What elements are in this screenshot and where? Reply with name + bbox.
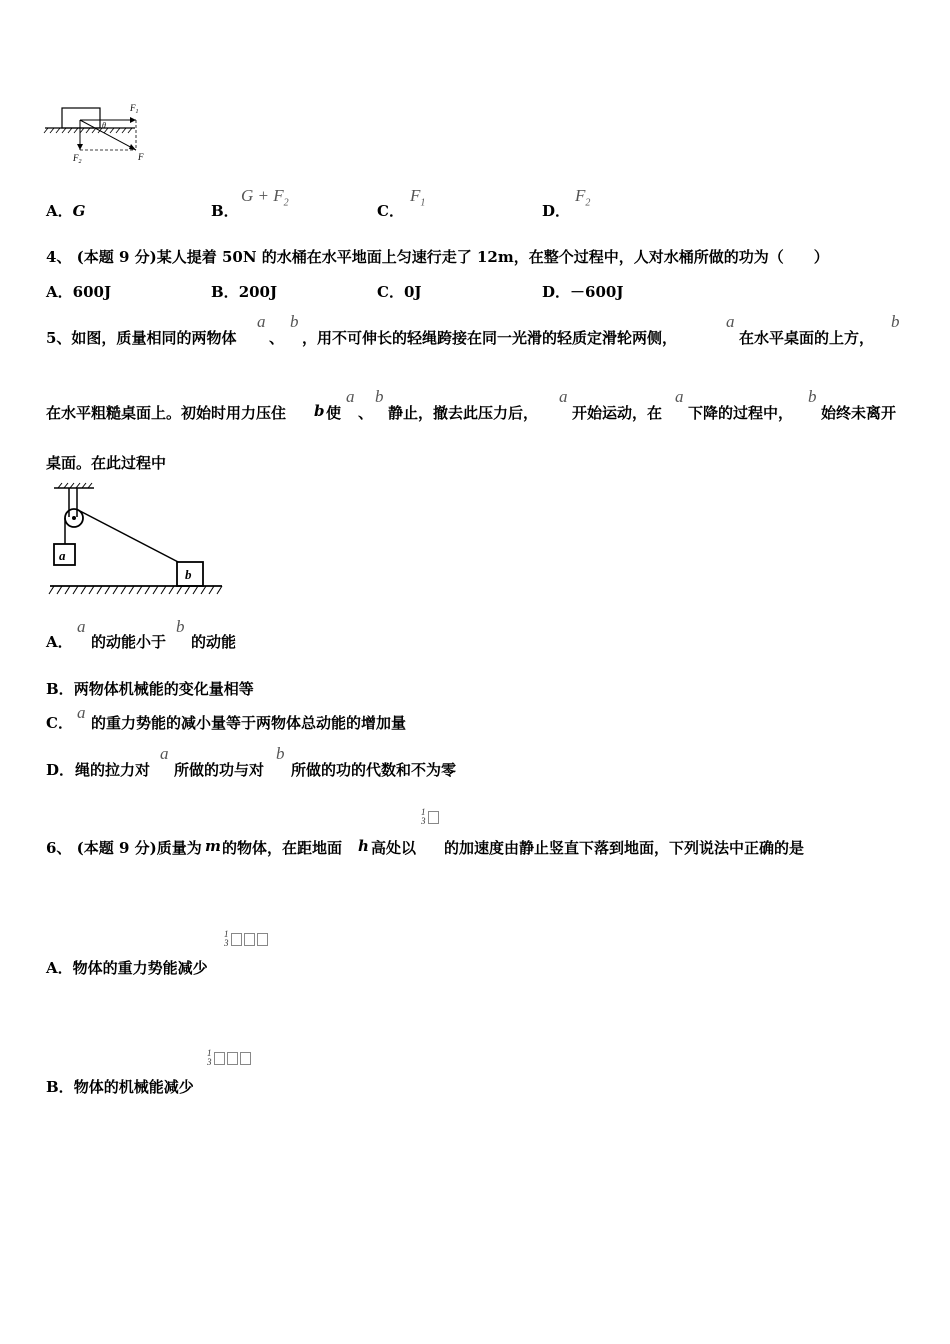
q5-var-a: a [160,744,169,763]
q5-var-a: a [257,312,266,331]
q5-line2-b-bold: b [314,402,325,420]
q5-var-b: b [808,387,817,406]
q6-var-m: m [205,837,221,855]
q5-line2-part2: 使 [326,404,342,422]
q5-option-c-letter[interactable]: C． [46,714,73,732]
q6-stem-part2: 的物体，在距地面 [222,839,343,857]
q3-option-d-formula: $F_2$ [575,186,591,209]
q5-line1-part2: ，用不可伸长的轻绳跨接在同一光滑的轻质定滑轮两侧， [302,329,678,347]
q6-option-a-value: 1 3 [224,930,268,950]
q4-option-d[interactable]: D．－600J [542,283,624,301]
q5-var-a: a [346,387,355,406]
q5-line3: 桌面。在此过程中 [46,454,167,472]
q4-option-c[interactable]: C．0J [377,283,422,301]
q5-line2-part6: 始终未离开 [821,404,897,422]
q3-option-d-letter[interactable]: D． [542,202,571,220]
q5-option-d-part3: 所做的功的代数和不为零 [291,761,457,779]
q6-option-b-value: 1 3 [207,1049,251,1069]
q5-var-a: a [726,312,735,331]
q5-var-a: a [77,703,86,722]
q3-option-c-formula: $F_1$ [410,186,426,209]
q5-line2-part4: 开始运动，在 [572,404,663,422]
q5-line1-part1: 5、如图，质量相同的两物体 [46,329,237,347]
q5-line2-part3: 静止，撤去此压力后， [388,404,539,422]
label-a: a [59,548,66,563]
q5-var-b: b [375,387,384,406]
q6-option-a[interactable]: A．物体的重力势能减少 [46,959,208,977]
q5-line2-part1: 在水平粗糙桌面上。初始时用力压住 [46,404,287,422]
q5-line1-sep: 、 [269,329,285,347]
q6-accel-fraction: 1 3 [421,808,439,828]
q5-option-d-letter[interactable]: D． [46,761,75,779]
q5-line2-sep: 、 [358,404,374,422]
q3-option-b-formula: $G + F_2$ [241,186,289,209]
q4-option-a[interactable]: A．600J [46,283,112,301]
q3-option-b-letter[interactable]: B． [211,202,239,220]
q3-option-c-letter[interactable]: C． [377,202,404,220]
label-f: F [138,152,144,162]
q6-stem-part1: 6、 (本题 9 分)质量为 [46,839,202,857]
force-diagram [40,98,160,168]
q5-option-a-letter[interactable]: A． [46,633,73,651]
q5-option-b[interactable]: B．两物体机械能的变化量相等 [46,680,254,698]
q5-line1-part3: 在水平桌面的上方， [739,329,875,347]
q5-var-a: a [559,387,568,406]
label-theta: θ [102,121,106,130]
q6-stem-part3: 高处以 [371,839,417,857]
q5-option-a-part2: 的动能 [191,633,237,651]
q3-option-a[interactable]: A．G [46,202,86,220]
q5-var-a: a [77,617,86,636]
pulley-diagram [44,482,228,600]
q5-option-d-part2: 所做的功与对 [174,761,265,779]
label-f2: $F_2$ [73,153,82,165]
q5-option-c-part1: 的重力势能的减小量等于两物体总动能的增加量 [91,714,407,732]
q5-var-b: b [276,744,285,763]
q5-var-b: b [891,312,900,331]
q6-var-h: h [358,837,369,855]
q5-var-a: a [675,387,684,406]
q5-var-b: b [176,617,185,636]
q6-stem-part4: 的加速度由静止竖直下落到地面，下列说法中正确的是 [444,839,805,857]
q4-option-b[interactable]: B．200J [211,283,278,301]
q5-option-d-part1: 绳的拉力对 [75,761,151,779]
label-f1: $F_1$ [130,103,139,115]
q5-option-a-part1: 的动能小于 [91,633,167,651]
q5-var-b: b [290,312,299,331]
label-b: b [185,567,192,582]
q6-option-b[interactable]: B．物体的机械能减少 [46,1078,194,1096]
q5-line2-part5: 下降的过程中， [688,404,794,422]
q4-stem: 4、 (本题 9 分)某人提着 50N 的水桶在水平地面上匀速行走了 12m，在整个过程中，人对水桶所做的功为（ ） [46,248,829,266]
